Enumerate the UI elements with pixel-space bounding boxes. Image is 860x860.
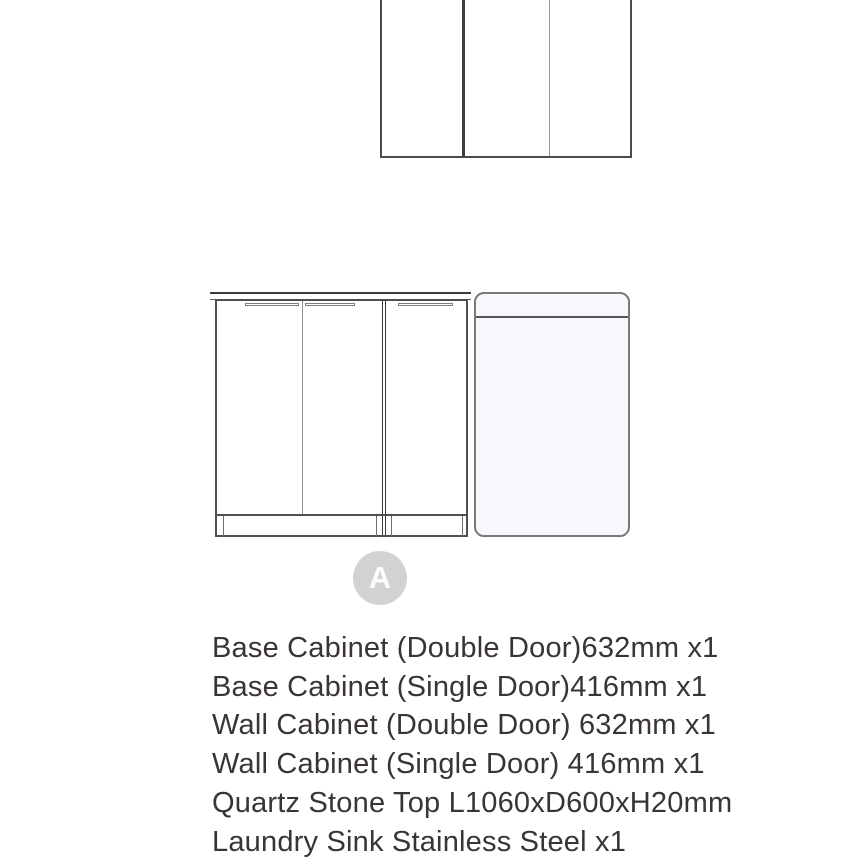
- wall-cabinet-door-divider-thin: [549, 0, 550, 156]
- door-handle-recess: [305, 303, 355, 306]
- door-bottom-line: [217, 514, 466, 516]
- plinth-line: [223, 516, 224, 537]
- configuration-badge: [353, 551, 407, 605]
- base-cabinet-drawing: [215, 299, 468, 537]
- double-door-gap-line: [302, 301, 303, 515]
- backsplash-edge-line: [476, 316, 628, 318]
- wall-cabinet-door-divider-thick: [462, 0, 465, 156]
- parts-list-item: Wall Cabinet (Double Door) 632mm x1: [212, 709, 716, 742]
- parts-list-item: Laundry Sink Stainless Steel x1: [212, 825, 627, 858]
- plinth-line: [391, 516, 392, 537]
- parts-list-item: Wall Cabinet (Single Door) 416mm x1: [212, 748, 705, 781]
- parts-list-item: Base Cabinet (Single Door)416mm x1: [212, 670, 708, 703]
- cabinet-junction-line: [382, 301, 386, 535]
- configuration-badge-label: A: [368, 560, 392, 595]
- door-handle-recess: [398, 303, 453, 306]
- plinth-line: [462, 516, 463, 537]
- parts-list-item: Quartz Stone Top L1060xD600xH20mm: [212, 786, 733, 819]
- wall-cabinet-drawing: [380, 0, 632, 158]
- parts-list: [212, 629, 772, 860]
- parts-list-item: Base Cabinet (Double Door)632mm x1: [212, 632, 719, 664]
- plinth-line: [376, 516, 377, 537]
- quartz-top-plan-drawing: [474, 292, 630, 537]
- door-handle-recess: [245, 303, 299, 306]
